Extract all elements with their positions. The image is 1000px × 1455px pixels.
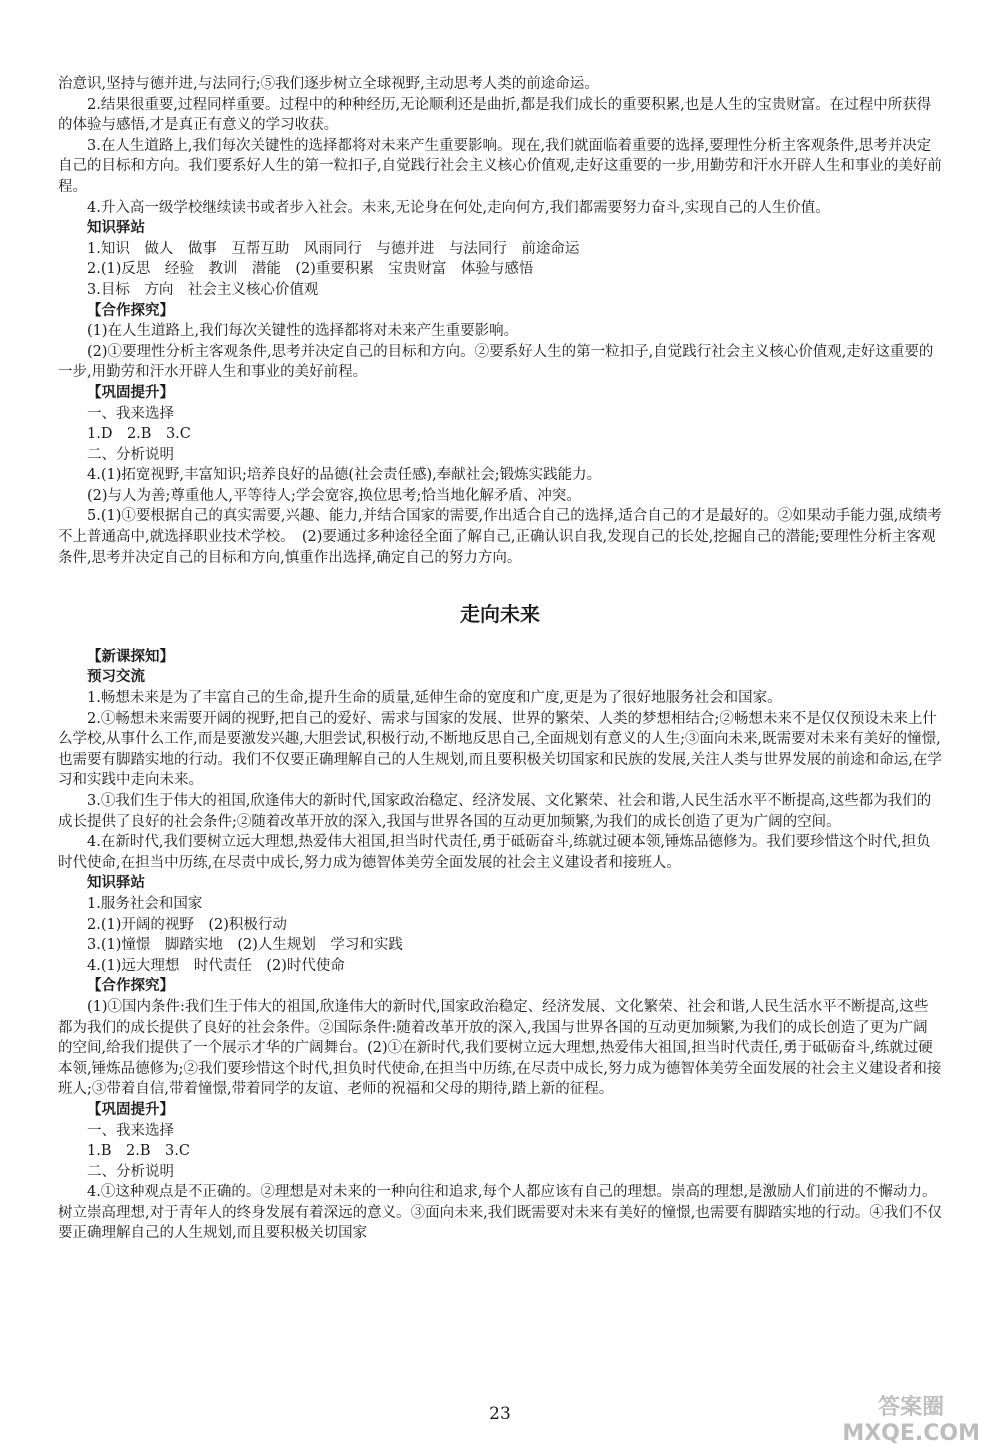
list-item: 4.①这种观点是不正确的。②理想是对未来的一种向往和追求,每个人都应该有自己的理想。崇高的理想,是激励人们前进的不懈动力。树立崇高理想,对于青年人的终身发展有着深远的意义。③面向未来,我们既需要对未来有美好的憧憬,也需要有脚踏实地的行动。④我们不仅要正确理解自己的人生规划,而且要积极关切国家	[58, 1184, 942, 1242]
list-item: 1.知识 做人 做事 互帮互助 风雨同行 与德并进 与法同行 前途命运	[87, 240, 580, 257]
list-item: 2.(1)反思 经验 教训 潜能 (2)重要积累 宝贵财富 体验与感悟	[87, 261, 534, 278]
list-item: 1.服务社会和国家	[87, 895, 203, 912]
paragraph: 1.畅想未来是为了丰富自己的生命,提升生命的质量,延伸生命的宽度和广度,更是为了很好地服务社会和国家。	[87, 690, 782, 707]
list-item: (2)①要理性分析主客观条件,思考并决定自己的目标和方向。②要系好人生的第一粒扣子,自觉践行社会主义核心价值观,走好这重要的一步,用勤劳和汗水开辟人生和事业的美好前程。	[58, 343, 934, 381]
section-heading: 知识驿站	[87, 220, 145, 237]
list-item: 二、分析说明	[87, 1163, 174, 1180]
section-heading: 【巩固提升】	[87, 1101, 174, 1118]
list-item: 3.(1)憧憬 脚踏实地 (2)人生规划 学习和实践	[87, 937, 403, 954]
list-item: 1.D 2.B 3.C	[87, 426, 191, 443]
section-heading: 【合作探究】	[87, 978, 174, 995]
lesson-title: 走向未来	[460, 602, 540, 627]
list-item: 4.(1)拓宽视野,丰富知识;培养良好的品德(社会责任感),奉献社会;锻炼实践能力。	[87, 467, 602, 484]
paragraph: 3.①我们生于伟大的祖国,欣逢伟大的新时代,国家政治稳定、经济发展、文化繁荣、社会和谐,人民生活水平不断提高,这些都为我们的成长提供了良好的社会条件;②随着改革开放的深入,我国与世界各国的互动更加频繁,为我们的成长创造了更为广阔的空间。	[58, 793, 932, 830]
list-item: 5.(1)①要根据自己的真实需要,兴趣、能力,并结合国家的需要,作出适合自己的选择,适合自己的才是最好的。②如果动手能力强,成绩考不上普通高中,就选择职业技术学校。 (2)要通过多种途径全面了解自己,正确认识自我,发现自己的长处,挖掘自己的潜能;要理性分析主客观条件,思考并决定自己的目标和方向,慎重作出选择,确定自己的努力方向。	[58, 508, 942, 566]
list-item: (1)在人生道路上,我们每次关键性的选择都将对未来产生重要影响。	[87, 323, 519, 340]
sub-heading: 预习交流	[87, 669, 145, 686]
section-heading: 【合作探究】	[87, 302, 174, 319]
paragraph: 2.结果很重要,过程同样重要。过程中的种种经历,无论顺利还是曲折,都是我们成长的重要积累,也是人生的宝贵财富。在过程中所获得的体验与感悟,才是真正有意义的学习收获。	[58, 96, 932, 134]
watermark-url: MXQE.COM	[842, 1421, 980, 1446]
section-heading: 【巩固提升】	[87, 384, 174, 401]
section-heading: 知识驿站	[87, 875, 145, 892]
paragraph: 2.①畅想未来需要开阔的视野,把自己的爱好、需求与国家的发展、世界的繁荣、人类的梦想相结合;②畅想未来不是仅仅预设未来上什么学校,从事什么工作,而是要激发兴趣,大胆尝试,积极行动,不断地反思自己,全面规划有意义的人生;③面向未来,既需要对未来有美好的憧憬,也需要有脚踏实地的行动。我们不仅要正确理解自己的人生规划,而且要积极关切国家和民族的发展,关注人类与世界发展的前途和命运,在学习和实践中走向未来。	[58, 710, 942, 789]
list-item: (2)与人为善;尊重他人,平等待人;学会宽容,换位思考;恰当地化解矛盾、冲突。	[87, 487, 581, 504]
list-item: 3.目标 方向 社会主义核心价值观	[87, 281, 319, 298]
paragraph: (1)①国内条件:我们生于伟大的祖国,欣逢伟大的新时代,国家政治稳定、经济发展、文化繁荣、社会和谐,人民生活水平不断提高,这些都为我们的成长提供了良好的社会条件。②国际条件:随着改革开放的深入,我国与世界各国的互动更加频繁,为我们的成长创造了更为广阔的空间,给我们提供了一个展示才华的广阔舞台。(2)①在新时代,我们要树立远大理想,热爱伟大祖国,担当时代责任,勇于砥砺奋斗,练就过硬本领,锤炼品德修为;②我们要珍惜这个时代,担负时代使命,在担当中历练,在尽责中成长,努力成为德智体美劳全面发展的社会主义建设者和接班人;③带着自信,带着憧憬,带着同学的友谊、老师的祝福和父母的期待,踏上新的征程。	[58, 998, 942, 1098]
watermark-text: 答案圈	[878, 1395, 945, 1420]
paragraph: 3.在人生道路上,我们每次关键性的选择都将对未来产生重要影响。现在,我们就面临着重要的选择,要理性分析主客观条件,思考并决定自己的目标和方向。我们要系好人生的第一粒扣子,自觉践行社会主义核心价值观,走好这重要的一步,用勤劳和汗水开辟人生和事业的美好前程。	[58, 137, 942, 195]
paragraph: 4.在新时代,我们要树立远大理想,热爱伟大祖国,担当时代责任,勇于砥砺奋斗,练就过硬本领,锤炼品德修为。我们要珍惜这个时代,担负时代使命,在担当中历练,在尽责中成长,努力成为德智体美劳全面发展的社会主义建设者和接班人。	[58, 834, 931, 871]
page-number: 23	[489, 1404, 511, 1424]
paragraph: 治意识,坚持与德并进,与法同行;⑤我们逐步树立全球视野,主动思考人类的前途命运。	[58, 76, 599, 92]
paragraph: 4.升入高一级学校继续读书或者步入社会。未来,无论身在何处,走向何方,我们都需要努力奋斗,实现自己的人生价值。	[87, 199, 830, 216]
list-item: 1.B 2.B 3.C	[87, 1143, 190, 1160]
list-item: 一、我来选择	[87, 405, 174, 422]
list-item: 二、分析说明	[87, 446, 174, 463]
list-item: 一、我来选择	[87, 1122, 174, 1139]
document-page	[58, 74, 942, 1244]
section-heading: 【新课探知】	[87, 648, 174, 665]
watermark-logo	[842, 1395, 980, 1447]
list-item: 4.(1)远大理想 时代责任 (2)时代使命	[87, 957, 345, 974]
list-item: 2.(1)开阔的视野 (2)积极行动	[87, 916, 287, 933]
